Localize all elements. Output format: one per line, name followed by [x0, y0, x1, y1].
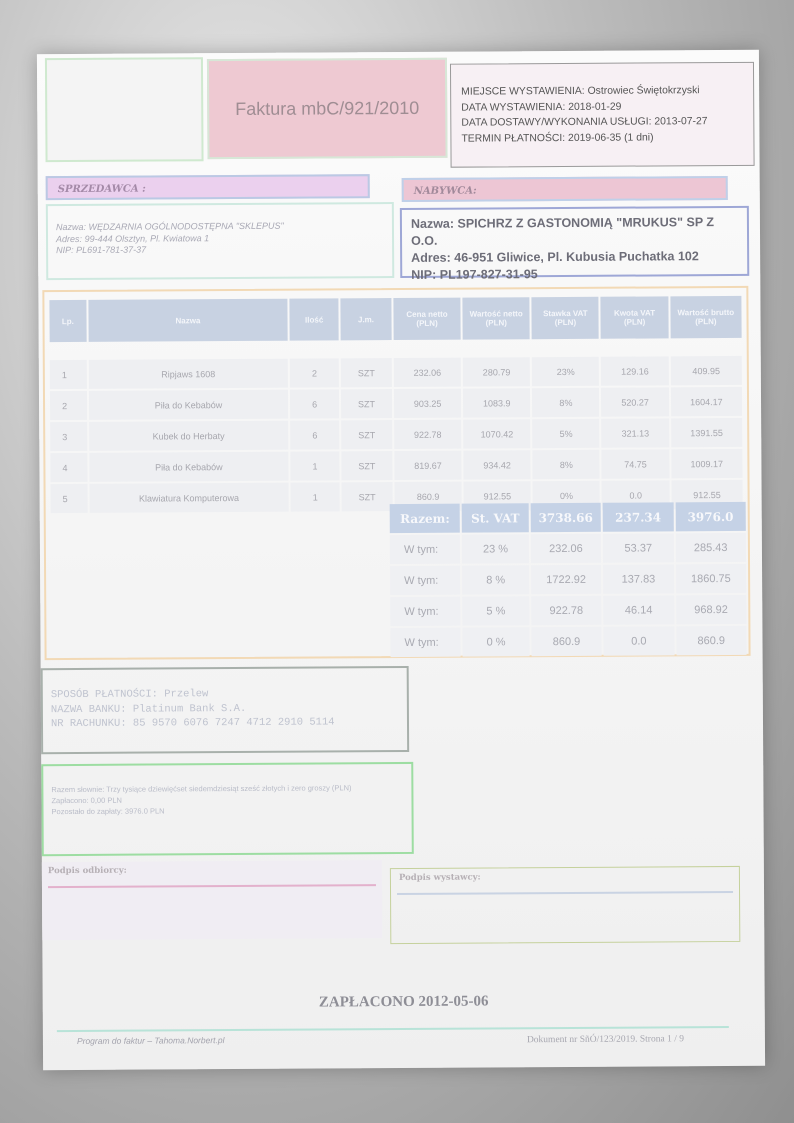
cell-qty: 6 — [290, 420, 339, 449]
seller-nip: NIP: PL691-781-37-37 — [56, 244, 147, 256]
summary-row-label: W tym: — [390, 628, 461, 657]
cell-lp: 4 — [50, 453, 87, 482]
buyer-nip: NIP: PL197-827-31-95 — [411, 267, 538, 282]
summary-row-vat: 53.37 — [603, 533, 674, 562]
cell-net-value: 1070.42 — [463, 419, 530, 448]
col-name: Nazwa — [88, 299, 288, 342]
cell-net-value: 1083.9 — [463, 388, 530, 417]
summary-header-row — [390, 502, 746, 533]
logo-area — [45, 57, 204, 162]
payment-due: TERMIN PŁATNOŚCI: 2019-06-35 (1 dni) — [461, 131, 654, 145]
summary-row-gross: 968.92 — [676, 595, 747, 624]
summary-row — [390, 533, 746, 564]
cell-vat-amount: 520.27 — [601, 387, 668, 416]
summary-row-rate: 23 % — [462, 534, 529, 563]
summary-row-net: 860.9 — [531, 627, 602, 656]
cell-name: Ripjaws 1608 — [88, 359, 288, 389]
cell-net-price: 860.9 — [394, 482, 461, 511]
invoice-title: Faktura mbC/921/2010 — [235, 97, 420, 119]
cell-gross-value: 1604.17 — [671, 387, 743, 416]
payment-method: SPOSÓB PŁATNOŚCI: Przelew — [50, 688, 209, 702]
amount-remaining: Pozostało do zapłaty: 3976.0 PLN — [51, 806, 165, 817]
buyer-address: Adres: 46-951 Gliwice, Pl. Kubusia Puchatka 102 — [411, 249, 699, 265]
summary-vat-total: 237.34 — [603, 502, 674, 531]
footer-program: Program do faktur – Tahoma.Norbert.pl — [76, 1035, 225, 1046]
amount-paid: Zapłacono: 0,00 PLN — [51, 795, 122, 806]
col-lp: Lp. — [49, 300, 86, 342]
account-number: NR RACHUNKU: 85 9570 6076 7247 4712 2910 5114 — [50, 716, 335, 731]
vat-summary-table — [388, 500, 749, 659]
cell-net-value: 934.42 — [463, 450, 530, 479]
cell-vat-amount: 129.16 — [601, 356, 668, 385]
col-net-value: Wartość netto (PLN) — [463, 297, 530, 339]
issue-place: MIEJSCE WYSTAWIENIA: Ostrowiec Świętokrzyski — [461, 85, 700, 98]
cell-lp: 3 — [50, 422, 87, 451]
cell-qty: 2 — [290, 358, 339, 387]
col-unit: J.m. — [340, 298, 391, 340]
cell-unit: SZT — [341, 451, 392, 480]
cell-net-price: 232.06 — [394, 358, 461, 387]
cell-vat-rate: 0% — [533, 481, 600, 510]
col-vat-amount: Kwota VAT (PLN) — [601, 296, 668, 338]
table-row — [50, 418, 742, 451]
summary-row-net: 1722.92 — [531, 565, 602, 594]
cell-name: Klawiatura Komputerowa — [89, 483, 289, 513]
cell-lp: 1 — [50, 360, 87, 389]
summary-row-net: 232.06 — [531, 534, 602, 563]
summary-row-gross: 1860.75 — [676, 564, 747, 593]
table-row — [50, 387, 742, 420]
col-net-price: Cena netto (PLN) — [393, 298, 460, 340]
cell-gross-value: 1009.17 — [671, 449, 743, 478]
buyer-details — [400, 206, 749, 282]
cell-gross-value: 409.95 — [670, 356, 742, 385]
invoice-meta — [450, 62, 755, 168]
cell-name: Kubek do Herbaty — [89, 421, 289, 451]
summary-row-gross: 860.9 — [676, 626, 747, 655]
issuer-signature-label: Podpis wystawcy: — [398, 872, 481, 884]
cell-net-value: 912.55 — [464, 481, 531, 510]
amount-words: Razem słownie: Trzy tysiące dziewięćset siedemdziesiąt sześć złotych i zero groszy (PLN) — [51, 783, 352, 795]
summary-row-vat: 46.14 — [603, 595, 674, 624]
seller-name: Nazwa: WĘDZARNIA OGÓLNODOSTĘPNA "SKLEPUS" — [55, 220, 284, 233]
issue-date: DATA WYSTAWIENIA: 2018-01-29 — [461, 101, 622, 114]
cell-name: Piła do Kebabów — [89, 452, 289, 482]
cell-vat-rate: 8% — [532, 388, 599, 417]
cell-vat-amount: 0.0 — [602, 480, 669, 509]
summary-net-total: 3738.66 — [530, 503, 601, 532]
cell-qty: 6 — [290, 389, 339, 418]
summary-row — [390, 626, 746, 657]
summary-row-rate: 8 % — [462, 565, 529, 594]
summary-row-vat: 137.83 — [603, 564, 674, 593]
cell-vat-rate: 23% — [532, 357, 599, 386]
delivery-date: DATA DOSTAWY/WYKONANIA USŁUGI: 2013-07-27 — [461, 116, 708, 129]
invoice-page — [37, 50, 765, 1070]
summary-row-label: W tym: — [390, 566, 461, 595]
cell-vat-rate: 8% — [533, 450, 600, 479]
cell-net-price: 922.78 — [394, 420, 461, 449]
buyer-label: NABYWCA: — [402, 176, 728, 202]
cell-unit: SZT — [341, 420, 392, 449]
summary-row-net: 922.78 — [531, 596, 602, 625]
cell-net-value: 280.79 — [463, 357, 530, 386]
bank-name: NAZWA BANKU: Platinum Bank S.A. — [50, 702, 247, 716]
items-table — [47, 294, 744, 515]
receiver-signature-label: Podpis odbiorcy: — [47, 865, 127, 877]
cell-name: Piła do Kebabów — [89, 390, 289, 420]
paid-stamp: ZAPŁACONO 2012-05-06 — [318, 993, 489, 1011]
table-row — [50, 449, 742, 482]
summary-row-gross: 285.43 — [675, 533, 746, 562]
seller-address: Adres: 99-444 Olsztyn, Pl. Kwiatowa 1 — [55, 232, 210, 244]
cell-qty: 1 — [291, 451, 340, 480]
cell-vat-amount: 74.75 — [602, 449, 669, 478]
cell-net-price: 903.25 — [394, 389, 461, 418]
cell-unit: SZT — [341, 358, 392, 387]
cell-lp: 2 — [50, 391, 87, 420]
summary-row-label: W tym: — [390, 535, 461, 564]
receiver-signature-box — [42, 860, 382, 940]
cell-vat-amount: 321.13 — [602, 418, 669, 447]
amount-in-words — [41, 762, 414, 856]
buyer-name: Nazwa: SPICHRZ Z GASTONOMIĄ "MRUKUS" SP Z O.O. — [410, 215, 715, 248]
issuer-signature-box — [390, 866, 740, 944]
seller-label: SPRZEDAWCA : — [46, 174, 370, 200]
cell-qty: 1 — [291, 482, 340, 511]
cell-gross-value: 912.55 — [671, 480, 743, 509]
summary-gross-total: 3976.0 — [675, 502, 746, 531]
seller-details — [46, 202, 394, 280]
col-gross-value: Wartość brutto (PLN) — [670, 296, 742, 338]
summary-row-label: W tym: — [390, 597, 461, 626]
cell-gross-value: 1391.55 — [671, 418, 743, 447]
footer-divider — [57, 1026, 729, 1032]
summary-row-rate: 0 % — [463, 627, 530, 656]
cell-unit: SZT — [341, 389, 392, 418]
col-vat-rate: Stawka VAT (PLN) — [532, 297, 599, 339]
summary-total-label: Razem: — [390, 504, 461, 533]
cell-unit: SZT — [342, 482, 393, 511]
footer-document-number: Dokument nr SñÓ/123/2019. Strona 1 / 9 — [526, 1034, 684, 1046]
summary-row — [390, 564, 746, 595]
issuer-signature-line — [397, 891, 733, 895]
cell-net-price: 819.67 — [394, 451, 461, 480]
cell-lp: 5 — [51, 484, 88, 513]
table-row — [50, 356, 742, 389]
summary-vat-label: St. VAT — [462, 503, 529, 532]
cell-vat-rate: 5% — [532, 419, 599, 448]
items-header-row — [49, 296, 741, 342]
receiver-signature-line — [48, 884, 376, 888]
payment-details — [41, 666, 410, 754]
col-qty: Ilość — [290, 298, 339, 340]
summary-row-rate: 5 % — [463, 596, 530, 625]
summary-row-vat: 0.0 — [604, 626, 675, 655]
summary-row — [390, 595, 746, 626]
invoice-title-box — [207, 58, 448, 159]
